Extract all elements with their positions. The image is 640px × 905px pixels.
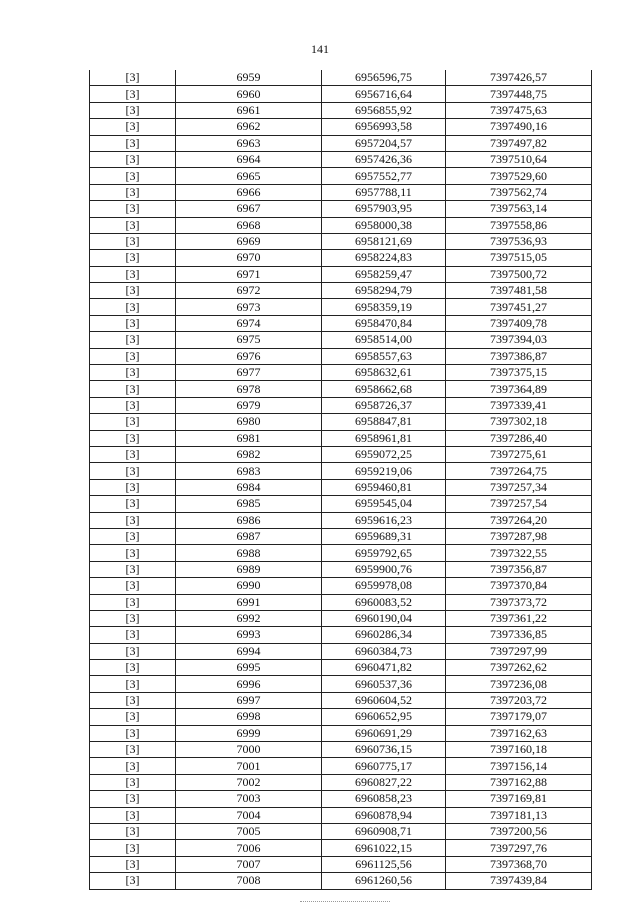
y-coordinate-cell: 7397497,82 (446, 135, 592, 151)
table-row (90, 643, 592, 659)
y-coordinate-cell: 7397439,84 (446, 873, 592, 889)
table-row (90, 692, 592, 708)
x-coordinate-cell: 6958847,81 (322, 414, 446, 430)
point-number-cell: 6985 (176, 496, 322, 512)
table-row (90, 709, 592, 725)
ref-cell: [3] (90, 86, 176, 102)
ref-cell: [3] (90, 151, 176, 167)
y-coordinate-cell: 7397370,84 (446, 578, 592, 594)
x-coordinate-cell: 6958726,37 (322, 397, 446, 413)
y-coordinate-cell: 7397475,63 (446, 102, 592, 118)
y-coordinate-cell: 7397481,58 (446, 283, 592, 299)
ref-cell: [3] (90, 545, 176, 561)
table-row (90, 430, 592, 446)
ref-cell: [3] (90, 725, 176, 741)
y-coordinate-cell: 7397287,98 (446, 528, 592, 544)
y-coordinate-cell: 7397339,41 (446, 397, 592, 413)
table-row (90, 660, 592, 676)
table-row (90, 266, 592, 282)
table-row (90, 610, 592, 626)
table-row (90, 283, 592, 299)
table-row (90, 135, 592, 151)
point-number-cell: 6987 (176, 528, 322, 544)
x-coordinate-cell: 6960286,34 (322, 627, 446, 643)
point-number-cell: 6988 (176, 545, 322, 561)
point-number-cell: 6968 (176, 217, 322, 233)
y-coordinate-cell: 7397515,05 (446, 250, 592, 266)
x-coordinate-cell: 6958224,83 (322, 250, 446, 266)
table-row (90, 299, 592, 315)
table-row (90, 807, 592, 823)
table-row (90, 332, 592, 348)
table-row (90, 201, 592, 217)
ref-cell: [3] (90, 479, 176, 495)
x-coordinate-cell: 6959219,06 (322, 463, 446, 479)
x-coordinate-cell: 6959900,76 (322, 561, 446, 577)
point-number-cell: 7003 (176, 791, 322, 807)
x-coordinate-cell: 6959072,25 (322, 446, 446, 462)
table-row (90, 250, 592, 266)
x-coordinate-cell: 6960652,95 (322, 709, 446, 725)
table-row (90, 102, 592, 118)
point-number-cell: 6984 (176, 479, 322, 495)
x-coordinate-cell: 6960827,22 (322, 774, 446, 790)
x-coordinate-cell: 6960908,71 (322, 823, 446, 839)
point-number-cell: 6990 (176, 578, 322, 594)
point-number-cell: 6971 (176, 266, 322, 282)
point-number-cell: 6972 (176, 283, 322, 299)
x-coordinate-cell: 6958470,84 (322, 315, 446, 331)
x-coordinate-cell: 6960736,15 (322, 742, 446, 758)
x-coordinate-cell: 6957552,77 (322, 168, 446, 184)
point-number-cell: 7006 (176, 840, 322, 856)
point-number-cell: 7002 (176, 774, 322, 790)
x-coordinate-cell: 6961260,56 (322, 873, 446, 889)
ref-cell: [3] (90, 692, 176, 708)
table-row (90, 86, 592, 102)
ref-cell: [3] (90, 299, 176, 315)
point-number-cell: 6998 (176, 709, 322, 725)
ref-cell: [3] (90, 446, 176, 462)
point-number-cell: 6977 (176, 365, 322, 381)
x-coordinate-cell: 6961022,15 (322, 840, 446, 856)
x-coordinate-cell: 6958000,38 (322, 217, 446, 233)
y-coordinate-cell: 7397264,20 (446, 512, 592, 528)
y-coordinate-cell: 7397203,72 (446, 692, 592, 708)
x-coordinate-cell: 6958557,63 (322, 348, 446, 364)
y-coordinate-cell: 7397200,56 (446, 823, 592, 839)
point-number-cell: 6964 (176, 151, 322, 167)
x-coordinate-cell: 6958259,47 (322, 266, 446, 282)
ref-cell: [3] (90, 283, 176, 299)
ref-cell: [3] (90, 250, 176, 266)
x-coordinate-cell: 6958359,19 (322, 299, 446, 315)
ref-cell: [3] (90, 430, 176, 446)
point-number-cell: 6982 (176, 446, 322, 462)
y-coordinate-cell: 7397529,60 (446, 168, 592, 184)
y-coordinate-cell: 7397375,15 (446, 365, 592, 381)
ref-cell: [3] (90, 512, 176, 528)
point-number-cell: 6999 (176, 725, 322, 741)
table-row (90, 151, 592, 167)
point-number-cell: 6967 (176, 201, 322, 217)
page-number: 141 (311, 42, 329, 56)
x-coordinate-cell: 6957903,95 (322, 201, 446, 217)
ref-cell: [3] (90, 184, 176, 200)
y-coordinate-cell: 7397373,72 (446, 594, 592, 610)
x-coordinate-cell: 6958961,81 (322, 430, 446, 446)
table-row (90, 397, 592, 413)
point-number-cell: 6970 (176, 250, 322, 266)
x-coordinate-cell: 6960775,17 (322, 758, 446, 774)
ref-cell: [3] (90, 348, 176, 364)
x-coordinate-cell: 6958121,69 (322, 233, 446, 249)
point-number-cell: 6969 (176, 233, 322, 249)
y-coordinate-cell: 7397181,13 (446, 807, 592, 823)
table-row (90, 365, 592, 381)
ref-cell: [3] (90, 528, 176, 544)
ref-cell: [3] (90, 397, 176, 413)
x-coordinate-cell: 6959792,65 (322, 545, 446, 561)
ref-cell: [3] (90, 627, 176, 643)
point-number-cell: 6983 (176, 463, 322, 479)
point-number-cell: 6965 (176, 168, 322, 184)
point-number-cell: 6959 (176, 70, 322, 86)
ref-cell: [3] (90, 70, 176, 86)
table-row (90, 725, 592, 741)
ref-cell: [3] (90, 102, 176, 118)
x-coordinate-cell: 6958294,79 (322, 283, 446, 299)
y-coordinate-cell: 7397236,08 (446, 676, 592, 692)
ref-cell: [3] (90, 135, 176, 151)
ref-cell: [3] (90, 643, 176, 659)
table-row (90, 823, 592, 839)
x-coordinate-cell: 6959545,04 (322, 496, 446, 512)
table-row (90, 348, 592, 364)
point-number-cell: 6974 (176, 315, 322, 331)
point-number-cell: 6976 (176, 348, 322, 364)
y-coordinate-cell: 7397536,93 (446, 233, 592, 249)
ref-cell: [3] (90, 774, 176, 790)
point-number-cell: 6995 (176, 660, 322, 676)
point-number-cell: 6991 (176, 594, 322, 610)
x-coordinate-cell: 6956993,58 (322, 119, 446, 135)
ref-cell: [3] (90, 856, 176, 872)
y-coordinate-cell: 7397264,75 (446, 463, 592, 479)
y-coordinate-cell: 7397262,62 (446, 660, 592, 676)
ref-cell: [3] (90, 873, 176, 889)
ref-cell: [3] (90, 414, 176, 430)
table-row (90, 512, 592, 528)
coordinates-table (89, 70, 592, 890)
ref-cell: [3] (90, 217, 176, 233)
point-number-cell: 6986 (176, 512, 322, 528)
y-coordinate-cell: 7397364,89 (446, 381, 592, 397)
y-coordinate-cell: 7397409,78 (446, 315, 592, 331)
point-number-cell: 6973 (176, 299, 322, 315)
point-number-cell: 6993 (176, 627, 322, 643)
x-coordinate-cell: 6956716,64 (322, 86, 446, 102)
ref-cell: [3] (90, 823, 176, 839)
point-number-cell: 6992 (176, 610, 322, 626)
ref-cell: [3] (90, 840, 176, 856)
table-row (90, 791, 592, 807)
ref-cell: [3] (90, 594, 176, 610)
x-coordinate-cell: 6959978,08 (322, 578, 446, 594)
table-row (90, 627, 592, 643)
table-row (90, 496, 592, 512)
ref-cell: [3] (90, 266, 176, 282)
x-coordinate-cell: 6959460,81 (322, 479, 446, 495)
y-coordinate-cell: 7397297,76 (446, 840, 592, 856)
point-number-cell: 6963 (176, 135, 322, 151)
point-number-cell: 6960 (176, 86, 322, 102)
table-row (90, 594, 592, 610)
y-coordinate-cell: 7397162,63 (446, 725, 592, 741)
y-coordinate-cell: 7397162,88 (446, 774, 592, 790)
ref-cell: [3] (90, 463, 176, 479)
point-number-cell: 6989 (176, 561, 322, 577)
y-coordinate-cell: 7397558,86 (446, 217, 592, 233)
table-row (90, 70, 592, 86)
point-number-cell: 7005 (176, 823, 322, 839)
point-number-cell: 6966 (176, 184, 322, 200)
x-coordinate-cell: 6957204,57 (322, 135, 446, 151)
ref-cell: [3] (90, 791, 176, 807)
table-row (90, 840, 592, 856)
ref-cell: [3] (90, 496, 176, 512)
ref-cell: [3] (90, 758, 176, 774)
y-coordinate-cell: 7397297,99 (446, 643, 592, 659)
ref-cell: [3] (90, 610, 176, 626)
y-coordinate-cell: 7397426,57 (446, 70, 592, 86)
y-coordinate-cell: 7397286,40 (446, 430, 592, 446)
table-row (90, 381, 592, 397)
table-row (90, 414, 592, 430)
table-row (90, 545, 592, 561)
table-row (90, 184, 592, 200)
y-coordinate-cell: 7397448,75 (446, 86, 592, 102)
x-coordinate-cell: 6957788,11 (322, 184, 446, 200)
x-coordinate-cell: 6958662,68 (322, 381, 446, 397)
footer-mark (300, 901, 390, 903)
ref-cell: [3] (90, 561, 176, 577)
y-coordinate-cell: 7397394,03 (446, 332, 592, 348)
y-coordinate-cell: 7397451,27 (446, 299, 592, 315)
x-coordinate-cell: 6960384,73 (322, 643, 446, 659)
ref-cell: [3] (90, 709, 176, 725)
table-row (90, 217, 592, 233)
ref-cell: [3] (90, 807, 176, 823)
x-coordinate-cell: 6956855,92 (322, 102, 446, 118)
point-number-cell: 7001 (176, 758, 322, 774)
table-row (90, 479, 592, 495)
y-coordinate-cell: 7397275,61 (446, 446, 592, 462)
table-row (90, 463, 592, 479)
ref-cell: [3] (90, 168, 176, 184)
y-coordinate-cell: 7397490,16 (446, 119, 592, 135)
table-row (90, 758, 592, 774)
y-coordinate-cell: 7397257,34 (446, 479, 592, 495)
y-coordinate-cell: 7397257,54 (446, 496, 592, 512)
point-number-cell: 7007 (176, 856, 322, 872)
y-coordinate-cell: 7397336,85 (446, 627, 592, 643)
y-coordinate-cell: 7397156,14 (446, 758, 592, 774)
x-coordinate-cell: 6960083,52 (322, 594, 446, 610)
x-coordinate-cell: 6961125,56 (322, 856, 446, 872)
table-row (90, 774, 592, 790)
table-row (90, 119, 592, 135)
point-number-cell: 6996 (176, 676, 322, 692)
ref-cell: [3] (90, 676, 176, 692)
y-coordinate-cell: 7397322,55 (446, 545, 592, 561)
x-coordinate-cell: 6956596,75 (322, 70, 446, 86)
table-row (90, 742, 592, 758)
point-number-cell: 6981 (176, 430, 322, 446)
table-row (90, 446, 592, 462)
point-number-cell: 6961 (176, 102, 322, 118)
point-number-cell: 7008 (176, 873, 322, 889)
coordinates-table-wrapper (89, 70, 592, 890)
table-row (90, 233, 592, 249)
x-coordinate-cell: 6960878,94 (322, 807, 446, 823)
y-coordinate-cell: 7397179,07 (446, 709, 592, 725)
x-coordinate-cell: 6960691,29 (322, 725, 446, 741)
ref-cell: [3] (90, 332, 176, 348)
ref-cell: [3] (90, 381, 176, 397)
x-coordinate-cell: 6958632,61 (322, 365, 446, 381)
coordinates-table-body (90, 70, 592, 889)
y-coordinate-cell: 7397510,64 (446, 151, 592, 167)
x-coordinate-cell: 6960471,82 (322, 660, 446, 676)
y-coordinate-cell: 7397302,18 (446, 414, 592, 430)
table-row (90, 856, 592, 872)
point-number-cell: 6979 (176, 397, 322, 413)
x-coordinate-cell: 6957426,36 (322, 151, 446, 167)
table-row (90, 676, 592, 692)
table-row (90, 873, 592, 889)
y-coordinate-cell: 7397169,81 (446, 791, 592, 807)
ref-cell: [3] (90, 119, 176, 135)
table-row (90, 561, 592, 577)
point-number-cell: 6978 (176, 381, 322, 397)
table-row (90, 578, 592, 594)
x-coordinate-cell: 6960190,04 (322, 610, 446, 626)
ref-cell: [3] (90, 742, 176, 758)
y-coordinate-cell: 7397361,22 (446, 610, 592, 626)
x-coordinate-cell: 6959616,23 (322, 512, 446, 528)
ref-cell: [3] (90, 315, 176, 331)
x-coordinate-cell: 6960604,52 (322, 692, 446, 708)
point-number-cell: 6980 (176, 414, 322, 430)
y-coordinate-cell: 7397386,87 (446, 348, 592, 364)
ref-cell: [3] (90, 365, 176, 381)
y-coordinate-cell: 7397160,18 (446, 742, 592, 758)
point-number-cell: 6975 (176, 332, 322, 348)
point-number-cell: 7004 (176, 807, 322, 823)
ref-cell: [3] (90, 578, 176, 594)
y-coordinate-cell: 7397500,72 (446, 266, 592, 282)
x-coordinate-cell: 6959689,31 (322, 528, 446, 544)
ref-cell: [3] (90, 233, 176, 249)
y-coordinate-cell: 7397368,70 (446, 856, 592, 872)
x-coordinate-cell: 6960858,23 (322, 791, 446, 807)
point-number-cell: 6994 (176, 643, 322, 659)
ref-cell: [3] (90, 201, 176, 217)
table-row (90, 315, 592, 331)
y-coordinate-cell: 7397356,87 (446, 561, 592, 577)
point-number-cell: 6997 (176, 692, 322, 708)
point-number-cell: 7000 (176, 742, 322, 758)
table-row (90, 168, 592, 184)
x-coordinate-cell: 6958514,00 (322, 332, 446, 348)
ref-cell: [3] (90, 660, 176, 676)
y-coordinate-cell: 7397563,14 (446, 201, 592, 217)
x-coordinate-cell: 6960537,36 (322, 676, 446, 692)
point-number-cell: 6962 (176, 119, 322, 135)
y-coordinate-cell: 7397562,74 (446, 184, 592, 200)
table-row (90, 528, 592, 544)
